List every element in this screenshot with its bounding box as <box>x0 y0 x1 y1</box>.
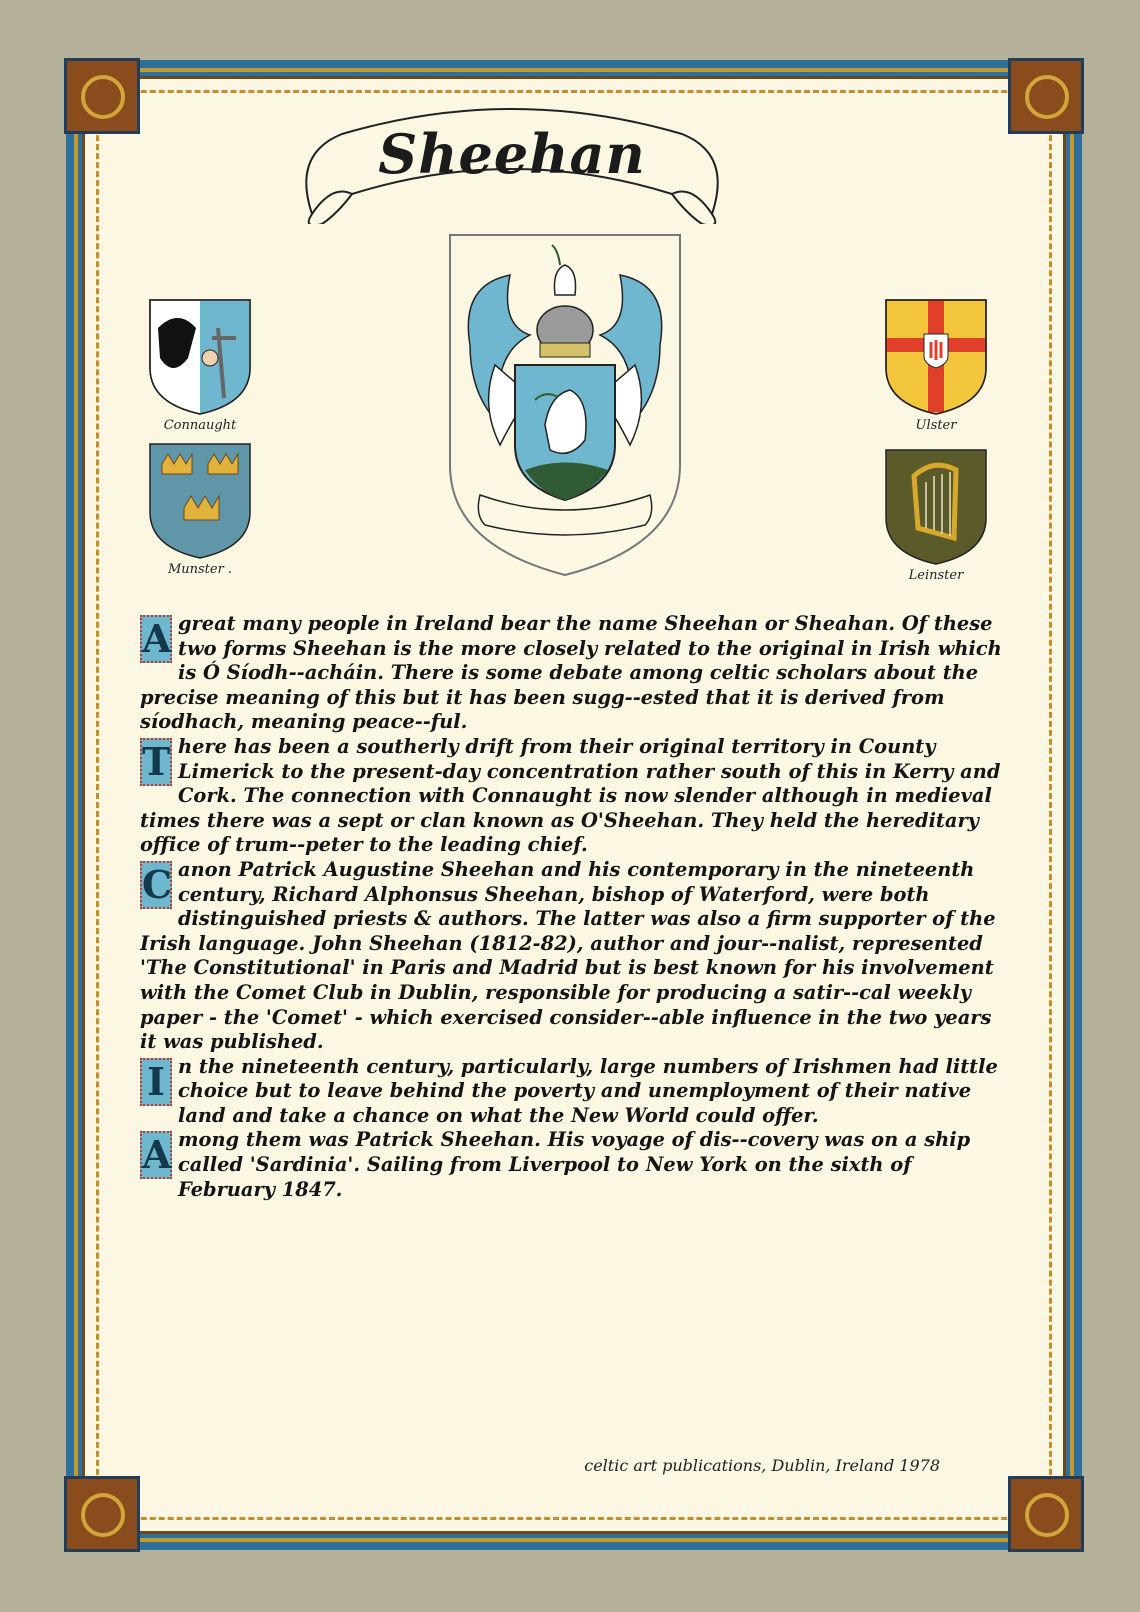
name-banner <box>252 94 772 224</box>
paragraph <box>140 1128 1005 1202</box>
leinster-label: Leinster <box>908 568 964 583</box>
drop-cap: A <box>142 1132 172 1178</box>
ulster-label: Ulster <box>915 418 957 433</box>
drop-cap: C <box>142 861 173 907</box>
munster-shield-icon <box>148 442 252 560</box>
paragraph <box>140 858 1005 1055</box>
coat-of-arms-icon <box>440 225 690 585</box>
paragraph-text: anon Patrick Augustine Sheehan and his contemporary in the nineteenth century, Richard Alphonsus Sheehan, bishop of Waterford, were both distinguished priests & authors. The latter was also a firm supporter of the Irish language. John Sheehan (1812-82), author and jour--nalist, represented 'The Constitutional' in Paris and Madrid but is best known for his involvement with the Comet Club in Dublin, responsible for producing a satir--cal weekly paper - the 'Comet' - which exercised consider--able influence in the two years it was published. <box>140 857 996 1054</box>
drop-cap: T <box>142 738 171 784</box>
drop-cap: A <box>142 616 172 661</box>
drop-cap: I <box>140 1058 172 1106</box>
munster-label: Munster . <box>167 562 233 577</box>
paragraph-text: n the nineteenth century, particularly, large numbers of Irishmen had little choice but to leave behind the poverty and unemployment of their native land and take a chance on what the New World could offer. <box>178 1054 998 1127</box>
paragraph-text: here has been a southerly drift from their original territory in County Limerick to the present-day concentration rather south of this in Kerry and Cork. The connection with Connaught is now slender although in medieval times there was a sept or clan known as O'Sheehan. They held the hereditary office of trum--peter to the leading chief. <box>140 734 1001 857</box>
connaught-label: Connaught <box>163 418 237 433</box>
corner-knot-icon <box>64 1476 140 1552</box>
province-munster <box>140 442 260 579</box>
province-leinster <box>876 448 996 585</box>
coat-of-arms <box>440 225 690 585</box>
corner-knot-icon <box>64 58 140 134</box>
paragraph-text: great many people in Ireland bear the name Sheehan or Sheahan. Of these two forms Sheehan is the more closely related to the original in Irish which is Ó Síodh--acháin. There is some debate among celtic scholars about the precise meaning of this but it has been sugg--ested that it is derived from síodhach, meaning peace--ful. <box>140 612 1002 734</box>
connaught-shield-icon <box>148 298 252 416</box>
leinster-shield-icon <box>884 448 988 566</box>
history-text <box>140 612 1005 1202</box>
corner-knot-icon <box>1008 1476 1084 1552</box>
province-ulster <box>876 298 996 435</box>
paragraph <box>140 612 1005 735</box>
paragraph-text: mong them was Patrick Sheehan. His voyage of dis--covery was on a ship called 'Sardinia'. Sailing from Liverpool to New York on the sixth of February 1847. <box>178 1128 971 1201</box>
publisher-footer: celtic art publications, Dublin, Ireland 1978 <box>584 1456 940 1475</box>
family-name-title: Sheehan <box>378 122 646 186</box>
ulster-shield-icon <box>884 298 988 416</box>
paragraph <box>140 735 1005 858</box>
paragraph <box>140 1055 1005 1129</box>
province-connaught <box>140 298 260 435</box>
corner-knot-icon <box>1008 58 1084 134</box>
